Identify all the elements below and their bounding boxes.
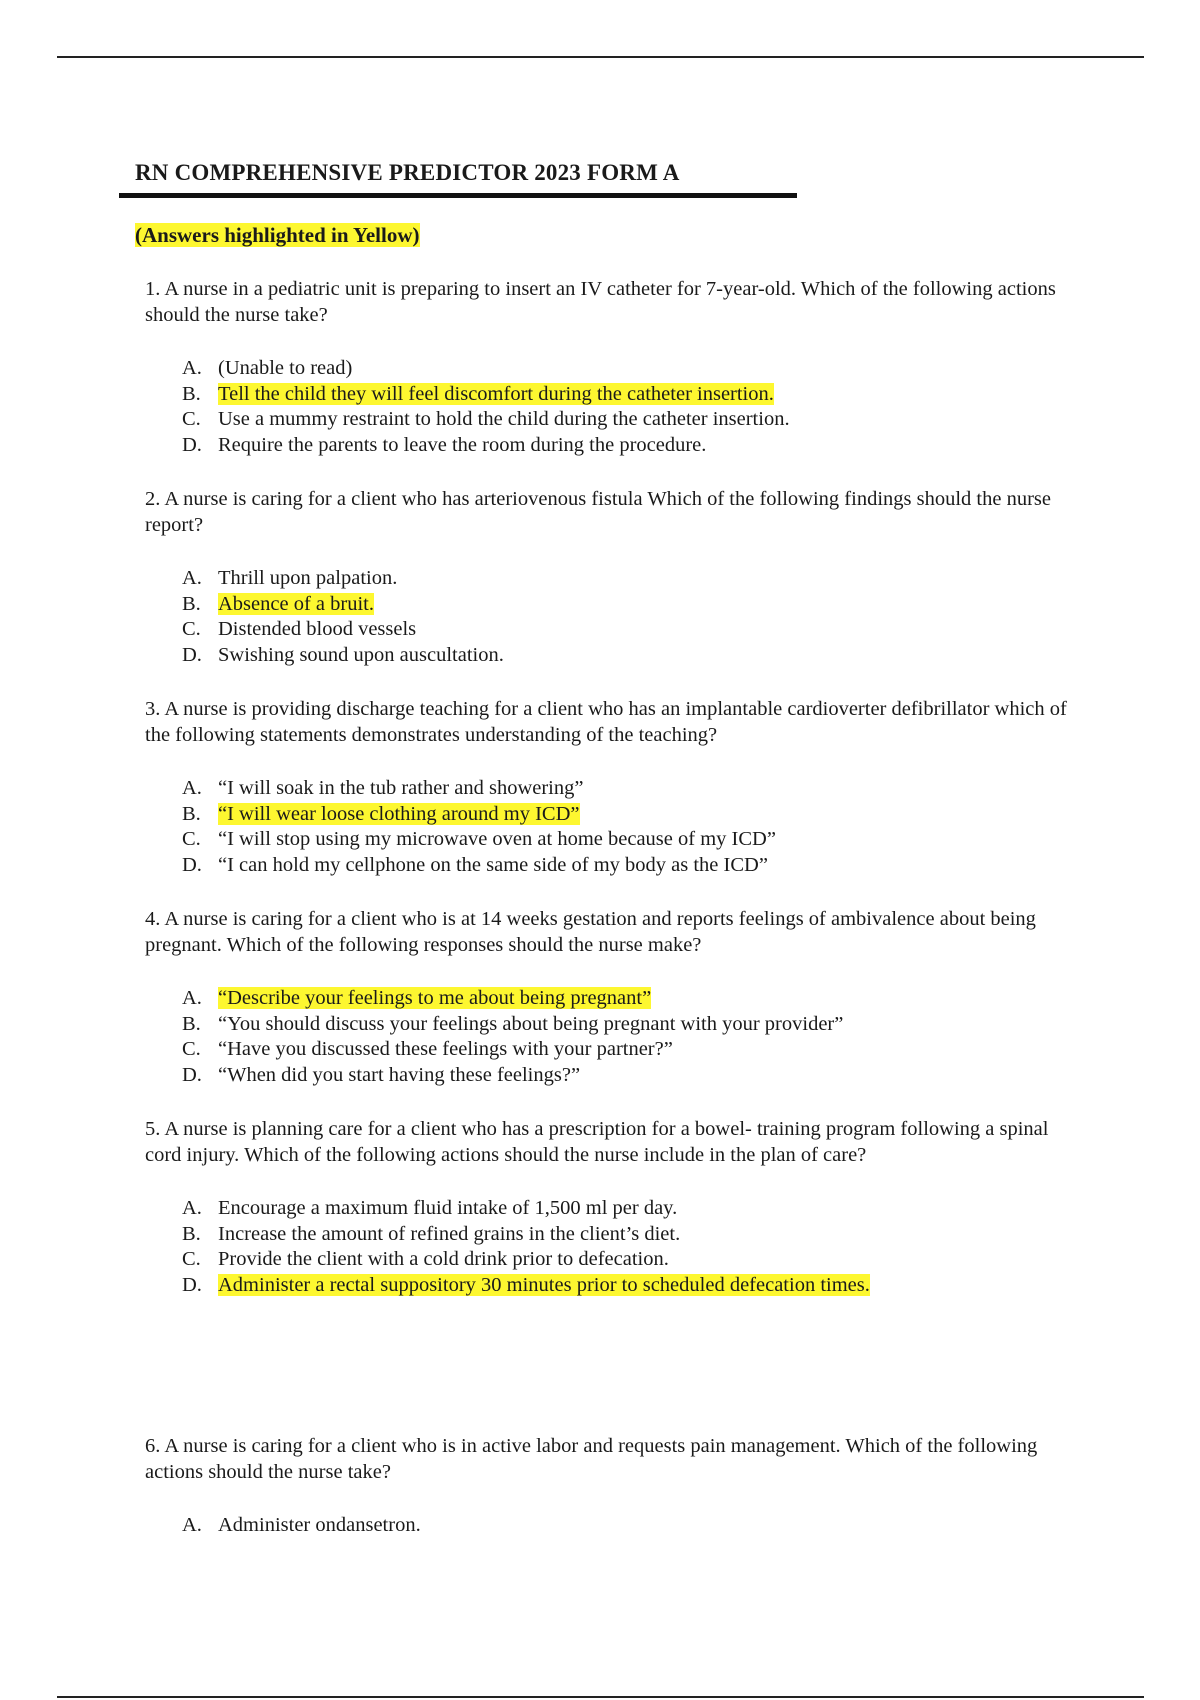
option-letter: D. — [182, 433, 202, 456]
highlighted-answer: Absence of a bruit. — [218, 592, 374, 615]
option-item — [182, 566, 504, 592]
option-text: Distended blood vessels — [218, 618, 417, 640]
answers-note-text: (Answers highlighted in Yellow) — [135, 223, 420, 247]
highlighted-answer: Administer a rectal suppository 30 minutes prior to scheduled defecation times. — [218, 1273, 870, 1296]
answers-note — [135, 221, 420, 249]
option-item — [182, 592, 504, 618]
option-item — [182, 356, 790, 382]
option-letter: A. — [182, 987, 202, 1009]
option-item — [182, 802, 776, 828]
option-text: Require the parents to leave the room during the procedure. — [218, 433, 707, 456]
option-text: “Have you discussed these feelings with your partner?” — [218, 1038, 673, 1060]
option-text: Encourage a maximum fluid intake of 1,500 ml per day. — [218, 1197, 678, 1219]
option-item — [182, 986, 843, 1012]
option-letter: C. — [182, 618, 201, 640]
option-item — [182, 1012, 843, 1038]
option-text: “I will soak in the tub rather and showering” — [218, 777, 584, 799]
option-letter: A. — [182, 777, 202, 799]
option-letter: C. — [182, 828, 201, 850]
option-letter: B. — [182, 382, 201, 405]
option-letter: B. — [182, 592, 201, 615]
option-text: “I will stop using my microwave oven at home because of my ICD” — [218, 828, 776, 850]
option-item — [182, 776, 776, 802]
option-item — [182, 853, 776, 879]
option-text: Use a mummy restraint to hold the child during the catheter insertion. — [218, 408, 790, 430]
highlighted-answer: Tell the child they will feel discomfort during the catheter insertion. — [218, 382, 774, 405]
option-item — [182, 1247, 870, 1273]
question-2-options — [182, 566, 504, 668]
option-text: Increase the amount of refined grains in the client’s diet. — [218, 1222, 681, 1245]
option-item — [182, 617, 504, 643]
option-text: Provide the client with a cold drink prior to defecation. — [218, 1248, 669, 1270]
document-title: RN COMPREHENSIVE PREDICTOR 2023 FORM A — [135, 160, 680, 185]
option-text: “You should discuss your feelings about being pregnant with your provider” — [218, 1012, 844, 1035]
option-letter: C. — [182, 1038, 201, 1060]
option-text: (Unable to read) — [218, 357, 353, 379]
question-5-options — [182, 1196, 870, 1298]
option-letter: B. — [182, 1012, 201, 1035]
option-item — [182, 1273, 870, 1299]
option-item — [182, 1222, 870, 1248]
option-letter: A. — [182, 357, 202, 379]
question-3: 3. A nurse is providing discharge teaching for a client who has an implantable cardioverter defibrillator which of the following statements demonstrates understanding of the teaching? — [145, 698, 1067, 746]
option-letter: C. — [182, 1248, 201, 1270]
option-letter: B. — [182, 802, 201, 825]
option-text: Administer ondansetron. — [218, 1514, 421, 1536]
option-letter: D. — [182, 643, 202, 666]
option-letter: C. — [182, 408, 201, 430]
question-6: 6. A nurse is caring for a client who is in active labor and requests pain management. Which of the following actions should the nurse take? — [145, 1435, 1038, 1483]
option-letter: B. — [182, 1222, 201, 1245]
option-item — [182, 643, 504, 669]
option-letter: A. — [182, 1197, 202, 1219]
page-top-rule — [57, 56, 1144, 58]
option-letter: D. — [182, 1273, 202, 1296]
option-letter: A. — [182, 567, 202, 589]
option-letter: D. — [182, 853, 202, 876]
option-text: Thrill upon palpation. — [218, 567, 398, 589]
question-6-options — [182, 1513, 421, 1539]
option-item — [182, 433, 790, 459]
option-item — [182, 1037, 843, 1063]
question-3-options — [182, 776, 776, 878]
question-5: 5. A nurse is planning care for a client who has a prescription for a bowel- training program following a spinal cord injury. Which of the following actions should the nurse include in the plan of care? — [145, 1118, 1049, 1166]
option-item — [182, 407, 790, 433]
option-item — [182, 382, 790, 408]
question-2: 2. A nurse is caring for a client who has arteriovenous fistula Which of the following findings should the nurse report? — [145, 488, 1051, 536]
question-1: 1. A nurse in a pediatric unit is preparing to insert an IV catheter for 7-year-old. Which of the following actions should the nurse take? — [145, 278, 1056, 326]
option-letter: A. — [182, 1514, 202, 1536]
option-text: “I can hold my cellphone on the same side of my body as the ICD” — [218, 853, 768, 876]
option-letter: D. — [182, 1063, 202, 1086]
question-4: 4. A nurse is caring for a client who is at 14 weeks gestation and reports feelings of ambivalence about being pregnant. Which of the following responses should the nurse make? — [145, 908, 1036, 956]
option-item — [182, 1513, 421, 1539]
option-text: Swishing sound upon auscultation. — [218, 643, 504, 666]
highlighted-answer: “I will wear loose clothing around my ICD” — [218, 802, 580, 825]
option-item — [182, 1196, 870, 1222]
highlighted-answer: “Describe your feelings to me about being pregnant” — [218, 987, 652, 1009]
question-4-options — [182, 986, 843, 1088]
page-bottom-rule — [57, 1696, 1144, 1698]
title-underline — [119, 193, 797, 198]
option-text: “When did you start having these feelings?” — [218, 1063, 581, 1086]
question-1-options — [182, 356, 790, 458]
option-item — [182, 1063, 843, 1089]
option-item — [182, 827, 776, 853]
